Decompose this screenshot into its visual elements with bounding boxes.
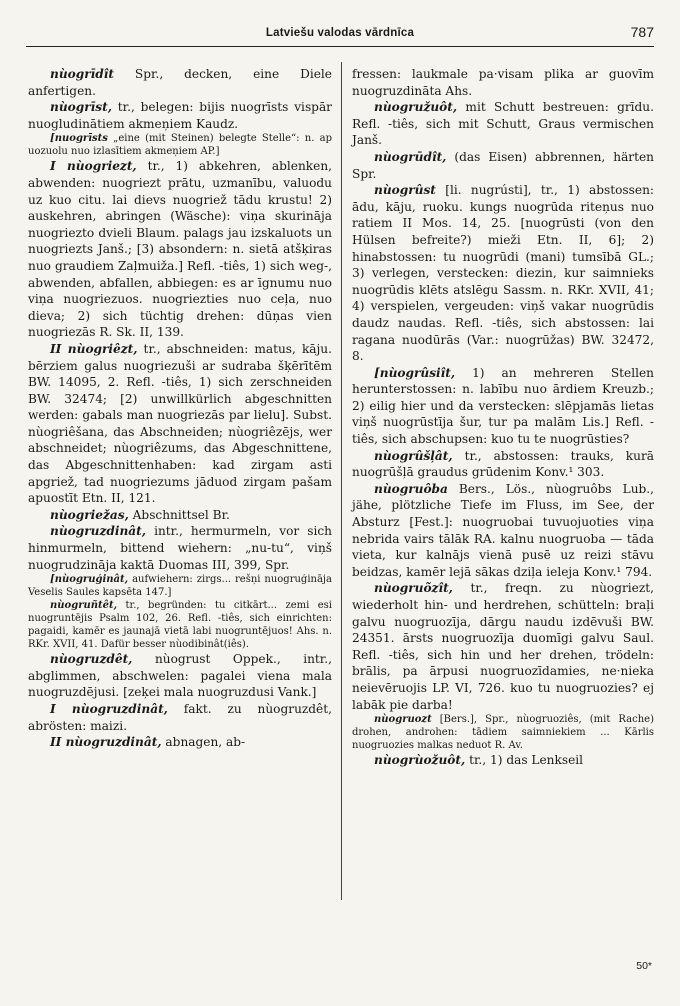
running-header xyxy=(26,20,654,47)
entry-body: nùogrust Oppek., intr., abglimmen, abschwelen: pagalei viena mala nuogruzdējusi. [zeķei mala nuogruzdusi Vank.] xyxy=(28,652,332,700)
entry-headword: [nùogruģinât, xyxy=(50,574,129,586)
entry-body: Abschnittsel Br. xyxy=(128,507,230,522)
dictionary-entry xyxy=(28,341,332,507)
dictionary-entry xyxy=(352,481,654,581)
entry-body: „eine (mit Steinen) belegte Stelle“: n. ap uozuolu nuo izlasītiem akmeņiem AP.] xyxy=(28,133,332,158)
dictionary-entry xyxy=(28,701,332,734)
entry-headword: nùogrùožuôt, xyxy=(374,753,466,768)
entry-headword: nùogrûšļât, xyxy=(374,448,453,463)
right-column xyxy=(352,66,654,769)
dictionary-entry xyxy=(28,99,332,132)
entry-headword: nùogruzdêt, xyxy=(50,652,133,667)
dictionary-entry xyxy=(28,132,332,158)
entry-body: abnagen, ab- xyxy=(161,735,246,750)
entry-body: mit Schutt bestreuen: grīdu. Refl. -tiês, sich mit Schutt, Graus vermischen Janš. xyxy=(352,100,654,148)
dictionary-entry xyxy=(352,752,654,769)
entry-body: fressen: laukmale pa·visam plika ar guovīm nuogruzdināta Ahs. xyxy=(352,67,654,98)
entry-body: tr., begründen: tu citkārt... zemi esi nuogruntējis Psalm 102, 26. Refl. -tiês, sich einrichten: pagaidi, kamēr es jaunajā vietā labi nuogruntējuos! Ahs. n. RKr. XVII, 41. Dafür besser nùodibinât(iês). xyxy=(28,600,332,651)
entry-headword: nùogruôba xyxy=(374,481,448,496)
entry-headword: nùogruozt xyxy=(374,714,432,726)
entry-headword: nùogruõzît, xyxy=(374,581,453,596)
entry-headword: nùogriežas, xyxy=(50,507,129,522)
left-column xyxy=(28,66,332,751)
entry-body: tr., belegen: bijis nuogrīsts vispār nuogludinātiem akmeņiem Kaudz. xyxy=(28,100,332,131)
entry-headword: nùogrûst xyxy=(374,183,436,198)
entry-body: aufwiehern: zirgs... rešņi nuogruģināja Veselis Saules kapsēta 147.] xyxy=(28,574,332,599)
entry-body: intr., hermurmeln, vor sich hinmurmeln, bittend wiehern: „nu-tu“, viņš nuogrudzināja kaktā Duomas III, 399, Spr. xyxy=(28,524,332,572)
entry-body: 1) an mehreren Stellen herunterstossen: n. labību nuo ārdiem Kreuzb.; 2) eilig hier und da verstecken: slēpjamās lietas viņš nuogrūstīja šur, tur pa malām Lis.] Refl. -tiês, sich abschupsen: kuo tu te nuogrūsties? xyxy=(352,365,654,447)
dictionary-entry xyxy=(28,507,332,524)
column-divider xyxy=(341,62,342,900)
entry-headword: II nùogruzdinât, xyxy=(50,735,162,750)
entry-headword: [nuogrīsts xyxy=(50,133,108,145)
entry-headword: II nùogriêzt, xyxy=(50,341,138,356)
printer-signature: 50* xyxy=(636,960,652,972)
entry-body: [li. nugrústi], tr., 1) abstossen: ādu, kāju, ruoku. kungs nuogrūda riteņus nuo ratiem II Mos. 14, 25. [nuogrūsti (von den Hülsen befreite?) mieži Etn. II, 6]; 2) hinabstossen: tu nuogrūdi (mani) tumsībā GL.; 3) verlegen, verstecken: diezin, kur saimnieks nuogrūdis klēts atslēgu Sassm. n. RKr. XVII, 41; 4) verspielen, vergeuden: viņš vakar nuogrūdis daudz naudas. Refl. -tiês, sich abstossen: lai ragana nuodūrās (Var.: nuogrūžas) BW. 32472, 8. xyxy=(352,183,654,364)
dictionary-entry xyxy=(352,448,654,481)
dictionary-entry xyxy=(352,182,654,365)
entry-headword: I nùogriezt, xyxy=(50,159,137,174)
entry-body: [Bers.], Spr., nùogruoziês, (mit Rache) drohen, androhen: tādiem saimniekiem ... Kārlis nuogruozies malkas neduot R. Av. xyxy=(352,714,654,752)
entry-body: Spr., decken, eine Diele anfertigen. xyxy=(28,67,332,98)
dictionary-entry xyxy=(352,580,654,713)
entry-headword: nùogruzdinât, xyxy=(50,524,146,539)
dictionary-entry xyxy=(28,734,332,751)
dictionary-entry xyxy=(28,573,332,599)
page-number: 787 xyxy=(630,24,654,40)
dictionary-entry xyxy=(352,149,654,182)
dictionary-entry xyxy=(352,66,654,99)
entry-body: tr., abstossen: trauks, kurā nuogrūšļā graudus grūdenim Konv.¹ 303. xyxy=(352,448,654,480)
entry-headword: nùogruñtêt, xyxy=(50,600,118,612)
entry-body: (das Eisen) abbrennen, härten Spr. xyxy=(352,149,654,181)
entry-body: tr., freqn. zu nùogriezt, wiederholt hin- und herdrehen, schütteln: braļi galvu nuogruozīja, dārgu naudu izdēvuši BW. 24351. ārsts nuogruozīja duomīgi galvu Saul. Refl. -tiês, sich hin und her drehen, trödeln: brālis, pa ārpusi nuogruozīdamies, ne·nieka neievēruojis LP. VI, 726. kuo tu nuogruozies? ej labāk pie darba! xyxy=(352,581,654,712)
entry-body: tr., 1) das Lenkseil xyxy=(465,753,584,768)
entry-body: Bers., Lös., nùogruôbs Lub., jähe, plötzliche Tiefe im Fluss, im See, der Absturz [Fest.]: nuogruobai tuvuojuoties viņa nebrida vairs tālāk RA. kalnu nuogruoba — tāda vieta, kur kalnājs vienā pusē uz reizi stāvu beidzas, kamēr lejā sākas dziļa ieleja Konv.¹ 794. xyxy=(352,481,654,579)
entry-headword: nùogrūdît, xyxy=(374,149,447,164)
dictionary-entry xyxy=(352,365,654,448)
entry-headword: nùogrīst, xyxy=(50,100,112,115)
entry-body: tr., abschneiden: matus, kāju. bērziem galus nuogriezuši ar sudraba šķērītēm BW. 14095, 2. Refl. -tiês, 1) sich zerschneiden BW. 32474; [2) unwillkürlich abgeschnitten werden: gabals man nuogriezās par lielu]. Subst. nùogriêšana, das Abschneiden; nùogriêzējs, wer abschneidet; nùogriêzums, das Abgeschnittene, das Abgeschnittenhaben: kad zirgam asti apgriež, tad nuogriezums jāduod zirgam pašam apuostīt Etn. II, 121. xyxy=(28,341,332,506)
dictionary-entry xyxy=(28,599,332,651)
entry-headword: [nùogrûsiît, xyxy=(374,365,456,380)
entry-body: tr., 1) abkehren, ablenken, abwenden: nuogriezt prātu, uzmanību, valuodu uz kuo citu. lai dievs nuogriež tādu krustu! 2) auskehren, abringen (Wäsche): viņa skurināja nuogriezto dvieli Blaum. palags jau izskaluots un nuogriezts Janš.; [3) absondern: n. sietā atšķiras nuo graudiem Zaļmuiža.] Refl. -tiês, 1) sich weg-, abwenden, abfallen, abbiegen: es ar īgnumu nuo viņa nuogriezuos. nuogriezties nuo ceļa, nuo dieva; 2) sich tüchtig drehen: dūņas vien nuogriezās R. Sk. II, 139. xyxy=(28,159,333,340)
dictionary-entry xyxy=(352,713,654,752)
dictionary-entry xyxy=(28,523,332,573)
entry-headword: I nùogruzdinât, xyxy=(50,702,168,716)
entry-body: fakt. zu nùogruzdêt, abrösten: maizi. xyxy=(28,702,332,733)
page-title: Latviešu valodas vārdnīca xyxy=(265,27,415,39)
entry-headword: nùogružuôt, xyxy=(374,100,458,115)
dictionary-entry xyxy=(352,99,654,149)
dictionary-entry xyxy=(28,158,332,341)
dictionary-entry xyxy=(28,651,332,701)
dictionary-entry xyxy=(28,66,332,99)
entry-headword: nùogrīdît xyxy=(50,67,114,81)
